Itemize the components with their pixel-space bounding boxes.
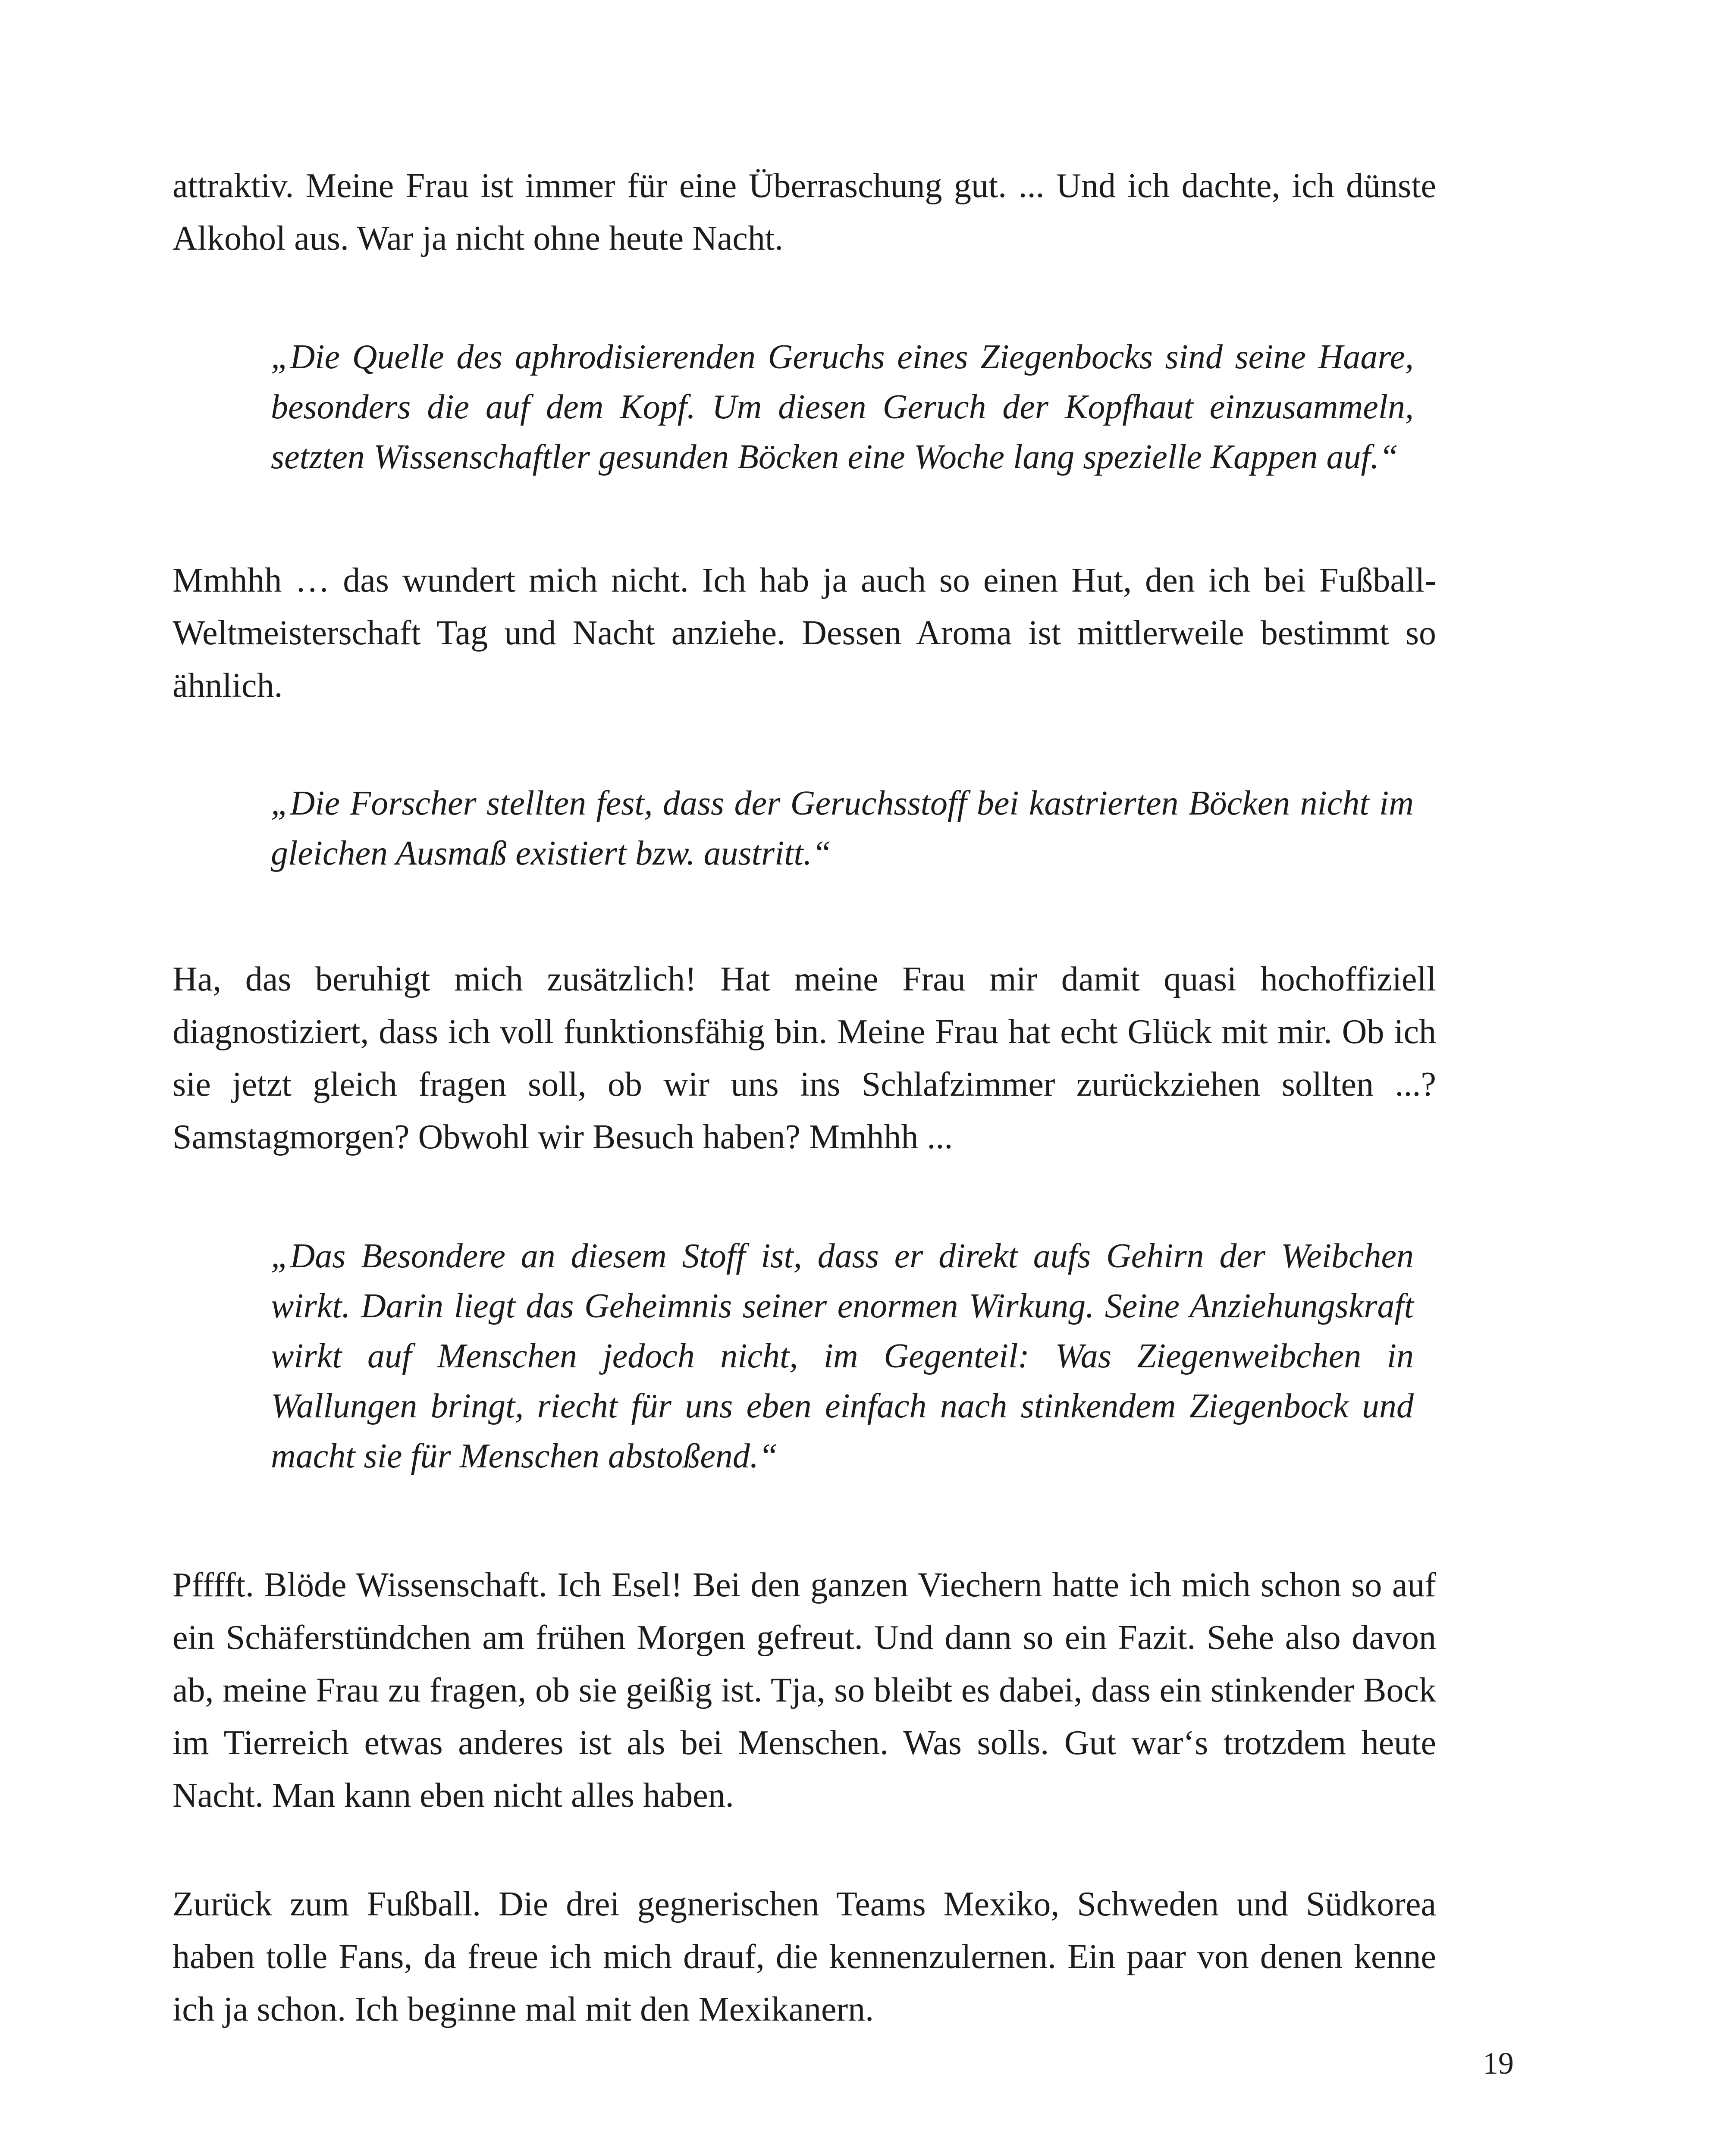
- quote-paragraph-1: „Die Quelle des aphrodisierenden Geruchs eines Ziegenbocks sind seine Haare, besonders die auf dem Kopf. Um diesen Geruch der Kopfhaut einzusammeln, setzten Wissenschaftler gesunden Böcken eine Woche lang spezielle Kappen auf.“: [271, 338, 1414, 476]
- quote-paragraph-3: „Das Besondere an diesem Stoff ist, dass er direkt aufs Gehirn der Weibchen wirkt. Darin liegt das Geheimnis seiner enormen Wirkung. Seine Anziehungskraft wirkt auf Menschen jedoch nicht, im Gegenteil: Was Ziegenweibchen in Wallungen bringt, riecht für uns eben einfach nach stinkendem Ziegenbock und macht sie für Menschen abstoßend.“: [271, 1237, 1414, 1475]
- body-paragraph-2: Mmhhh … das wundert mich nicht. Ich hab ja auch so einen Hut, den ich bei Fußball-Weltmeisterschaft Tag und Nacht anziehe. Dessen Aroma ist mittlerweile bestimmt so ähnlich.: [173, 561, 1436, 705]
- body-paragraph-1: attraktiv. Meine Frau ist immer für eine Überraschung gut. ... Und ich dachte, ich dünste Alkohol aus. War ja nicht ohne heute Nacht.: [173, 167, 1436, 257]
- quote-paragraph-2: „Die Forscher stellten fest, dass der Geruchsstoff bei kastrierten Böcken nicht im gleichen Ausmaß existiert bzw. austritt.“: [271, 784, 1414, 872]
- body-paragraph-3: Ha, das beruhigt mich zusätzlich! Hat meine Frau mir damit quasi hochoffiziell diagnostiziert, dass ich voll funktionsfähig bin. Meine Frau hat echt Glück mit mir. Ob ich sie jetzt gleich fragen soll, ob wir uns ins Schlafzimmer zurückziehen sollten ...? Samstagmorgen? Obwohl wir Besuch haben? Mmhhh ...: [173, 960, 1436, 1156]
- body-paragraph-5: Zurück zum Fußball. Die drei gegnerischen Teams Mexiko, Schweden und Südkorea haben tolle Fans, da freue ich mich drauf, die kennenzulernen. Ein paar von denen kenne ich ja schon. Ich beginne mal mit den Mexikanern.: [173, 1885, 1436, 2028]
- page-number: 19: [1483, 2046, 1514, 2081]
- body-paragraph-4: Pfffft. Blöde Wissenschaft. Ich Esel! Bei den ganzen Viechern hatte ich mich schon so auf ein Schäferstündchen am frühen Morgen gefreut. Und dann so ein Fazit. Sehe also davon ab, meine Frau zu fragen, ob sie geißig ist. Tja, so bleibt es dabei, dass ein stinkender Bock im Tierreich etwas anderes ist als bei Menschen. Was solls. Gut war‘s trotzdem heute Nacht. Man kann eben nicht alles haben.: [173, 1566, 1436, 1814]
